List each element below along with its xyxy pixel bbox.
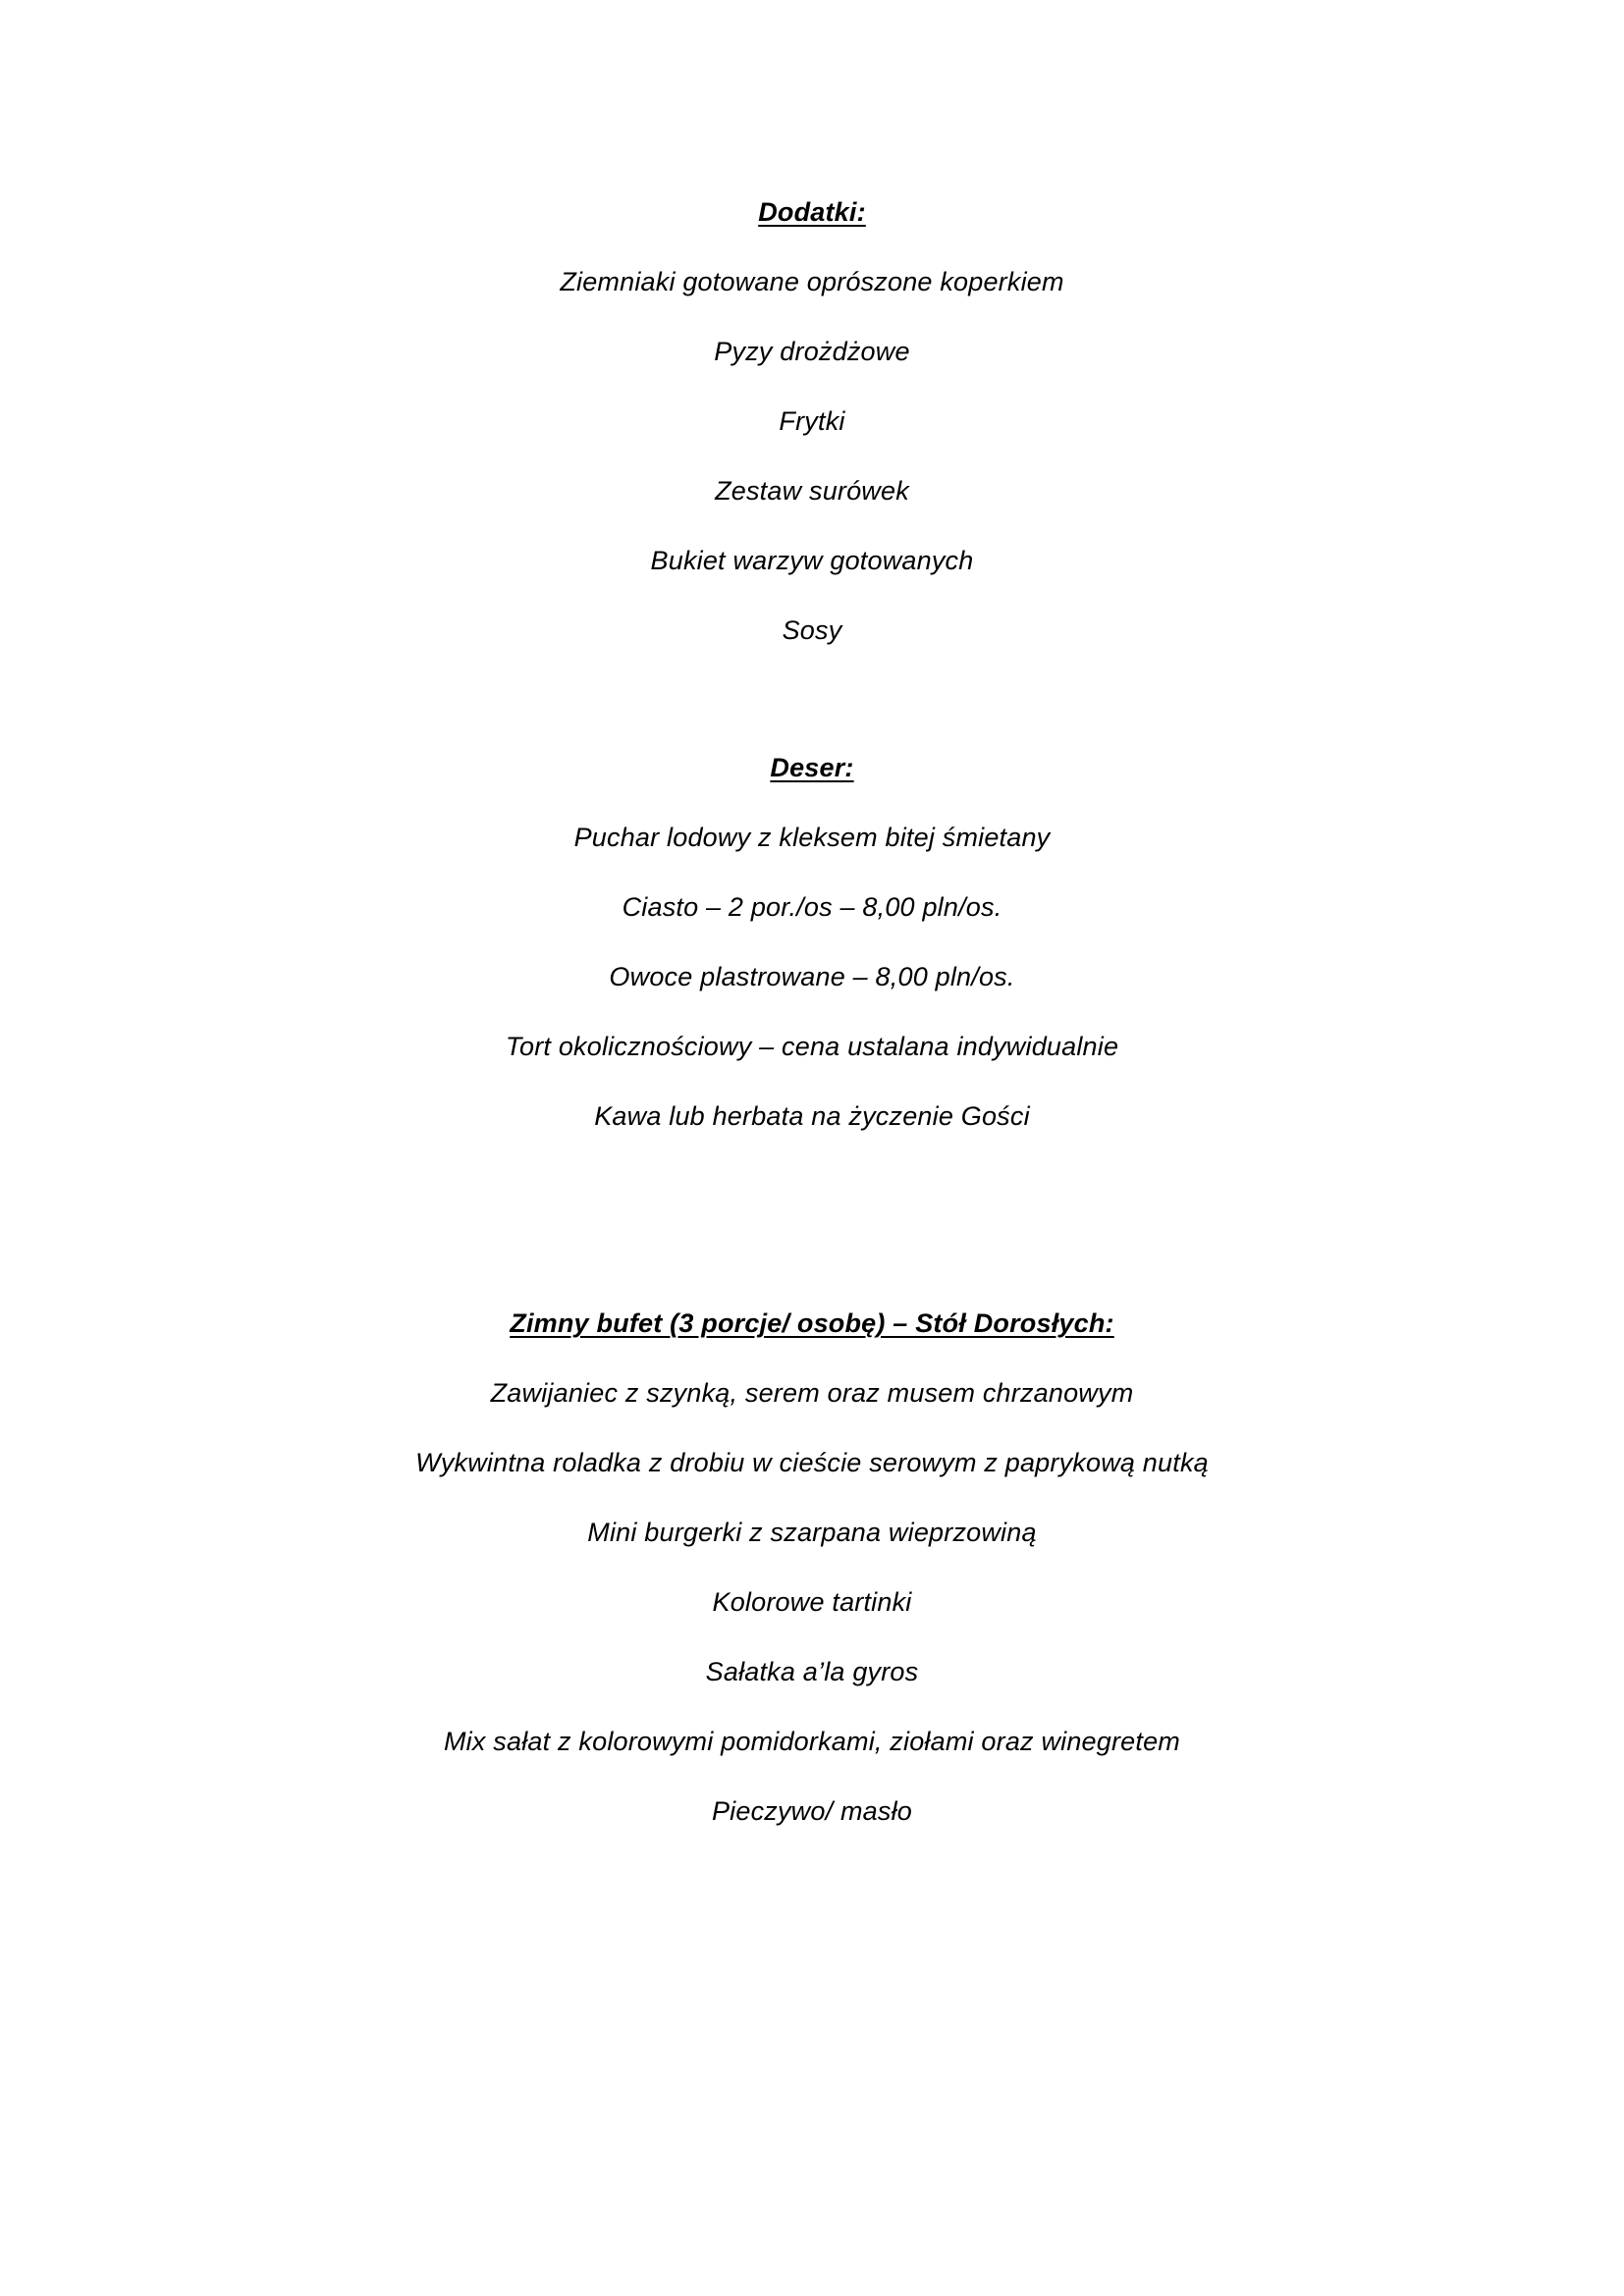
menu-item: Frytki [779, 406, 845, 436]
menu-item: Wykwintna roladka z drobiu w cieście serowym z paprykową nutką [415, 1448, 1209, 1477]
menu-item: Ciasto – 2 por./os – 8,00 pln/os. [622, 892, 1002, 922]
menu-item: Mini burgerki z szarpana wieprzowiną [587, 1518, 1037, 1547]
menu-item: Bukiet warzyw gotowanych [650, 546, 974, 575]
menu-item: Tort okolicznościowy – cena ustalana indywidualnie [505, 1032, 1119, 1061]
menu-item: Zestaw surówek [715, 476, 909, 506]
section-deser [0, 750, 1624, 1134]
menu-item: Puchar lodowy z kleksem bitej śmietany [573, 823, 1051, 852]
section-dodatki [0, 194, 1624, 648]
menu-item: Sosy [782, 615, 842, 645]
menu-item: Pyzy drożdżowe [714, 337, 910, 366]
section-heading-zimny-bufet: Zimny bufet (3 porcje/ osobę) – Stół Dorosłych: [510, 1308, 1114, 1338]
menu-item: Pieczywo/ masło [711, 1796, 913, 1826]
section-zimny-bufet [0, 1306, 1624, 1829]
section-heading-deser: Deser: [770, 753, 854, 782]
menu-item: Mix sałat z kolorowymi pomidorkami, ziołami oraz winegretem [443, 1727, 1180, 1756]
menu-item: Ziemniaki gotowane oprószone koperkiem [560, 267, 1064, 296]
menu-item: Owoce plastrowane – 8,00 pln/os. [609, 962, 1015, 991]
menu-item: Zawijaniec z szynką, serem oraz musem chrzanowym [490, 1378, 1134, 1408]
menu-item: Kolorowe tartinki [712, 1587, 912, 1617]
menu-item: Sałatka a’la gyros [705, 1657, 919, 1686]
section-heading-dodatki: Dodatki: [758, 197, 866, 227]
menu-item: Kawa lub herbata na życzenie Gości [594, 1101, 1030, 1131]
